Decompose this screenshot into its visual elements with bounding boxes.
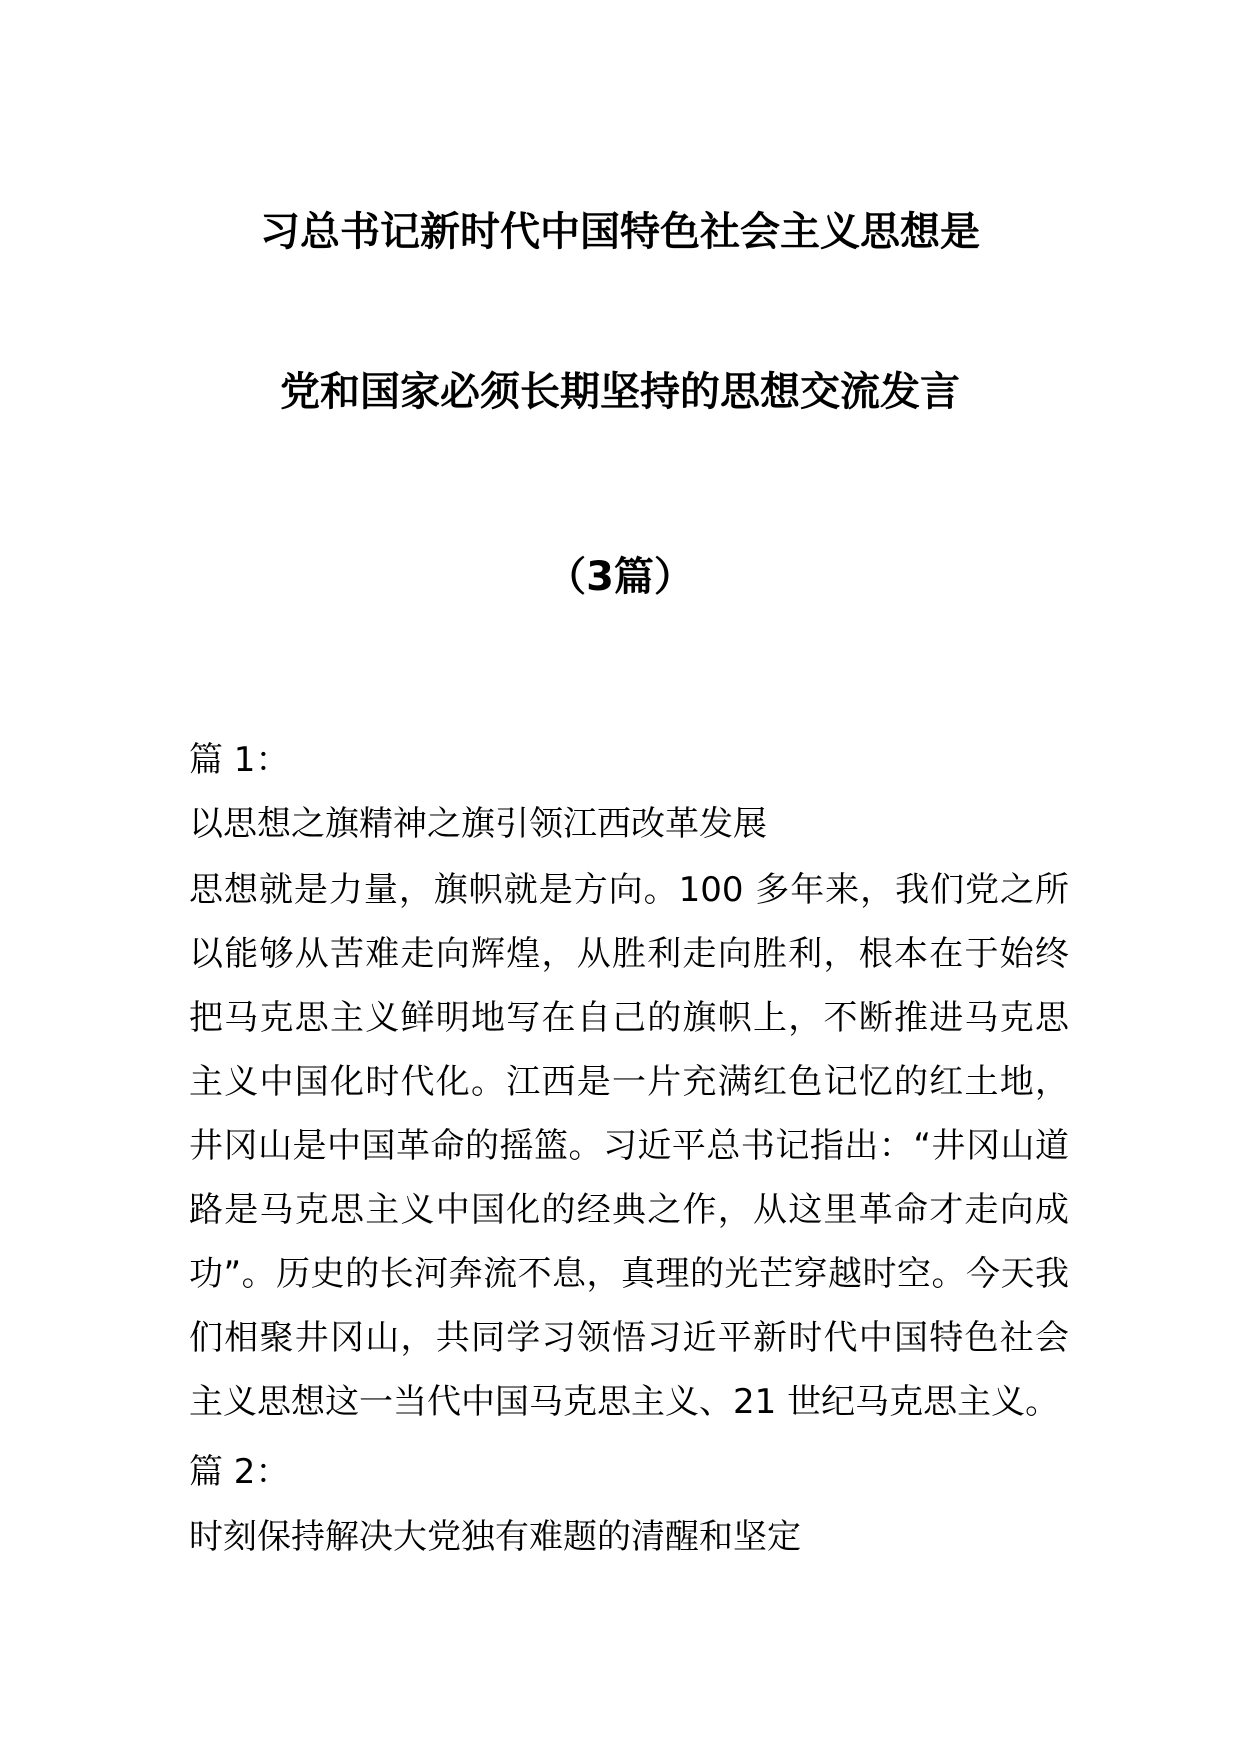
section-1-subtitle: 以思想之旗精神之旗引领江西改革发展 — [189, 804, 767, 844]
document-title-count: （3篇） — [546, 554, 694, 600]
section-1-label: 篇 1： — [189, 740, 290, 780]
document-title-line-2: 党和国家必须长期坚持的思想交流发言 — [280, 369, 960, 415]
section-2-label: 篇 2： — [189, 1452, 290, 1492]
document-title-line-1: 习总书记新时代中国特色社会主义思想是 — [260, 209, 980, 255]
section-1-paragraph: 思想就是力量，旗帜就是方向。100 多年来，我们党之所以能够从苦难走向辉煌，从胜利走向胜利，根本在于始终把马克思主义鲜明地写在自己的旗帜上，不断推进马克思主义中国化时代化。江西是一片充满红色记忆的红土地，井冈山是中国革命的摇篮。习近平总书记指出：“井冈山道路是马克思主义中国化的经典之作，从这里革命才走向成功”。历史的长河奔流不息，真理的光芒穿越时空。今天我们相聚井冈山，共同学习领悟习近平新时代中国特色社会主义思想这一当代中国马克思主义、21 世纪马克思主义。 — [189, 870, 1069, 1422]
section-2-subtitle: 时刻保持解决大党独有难题的清醒和坚定 — [189, 1517, 801, 1557]
